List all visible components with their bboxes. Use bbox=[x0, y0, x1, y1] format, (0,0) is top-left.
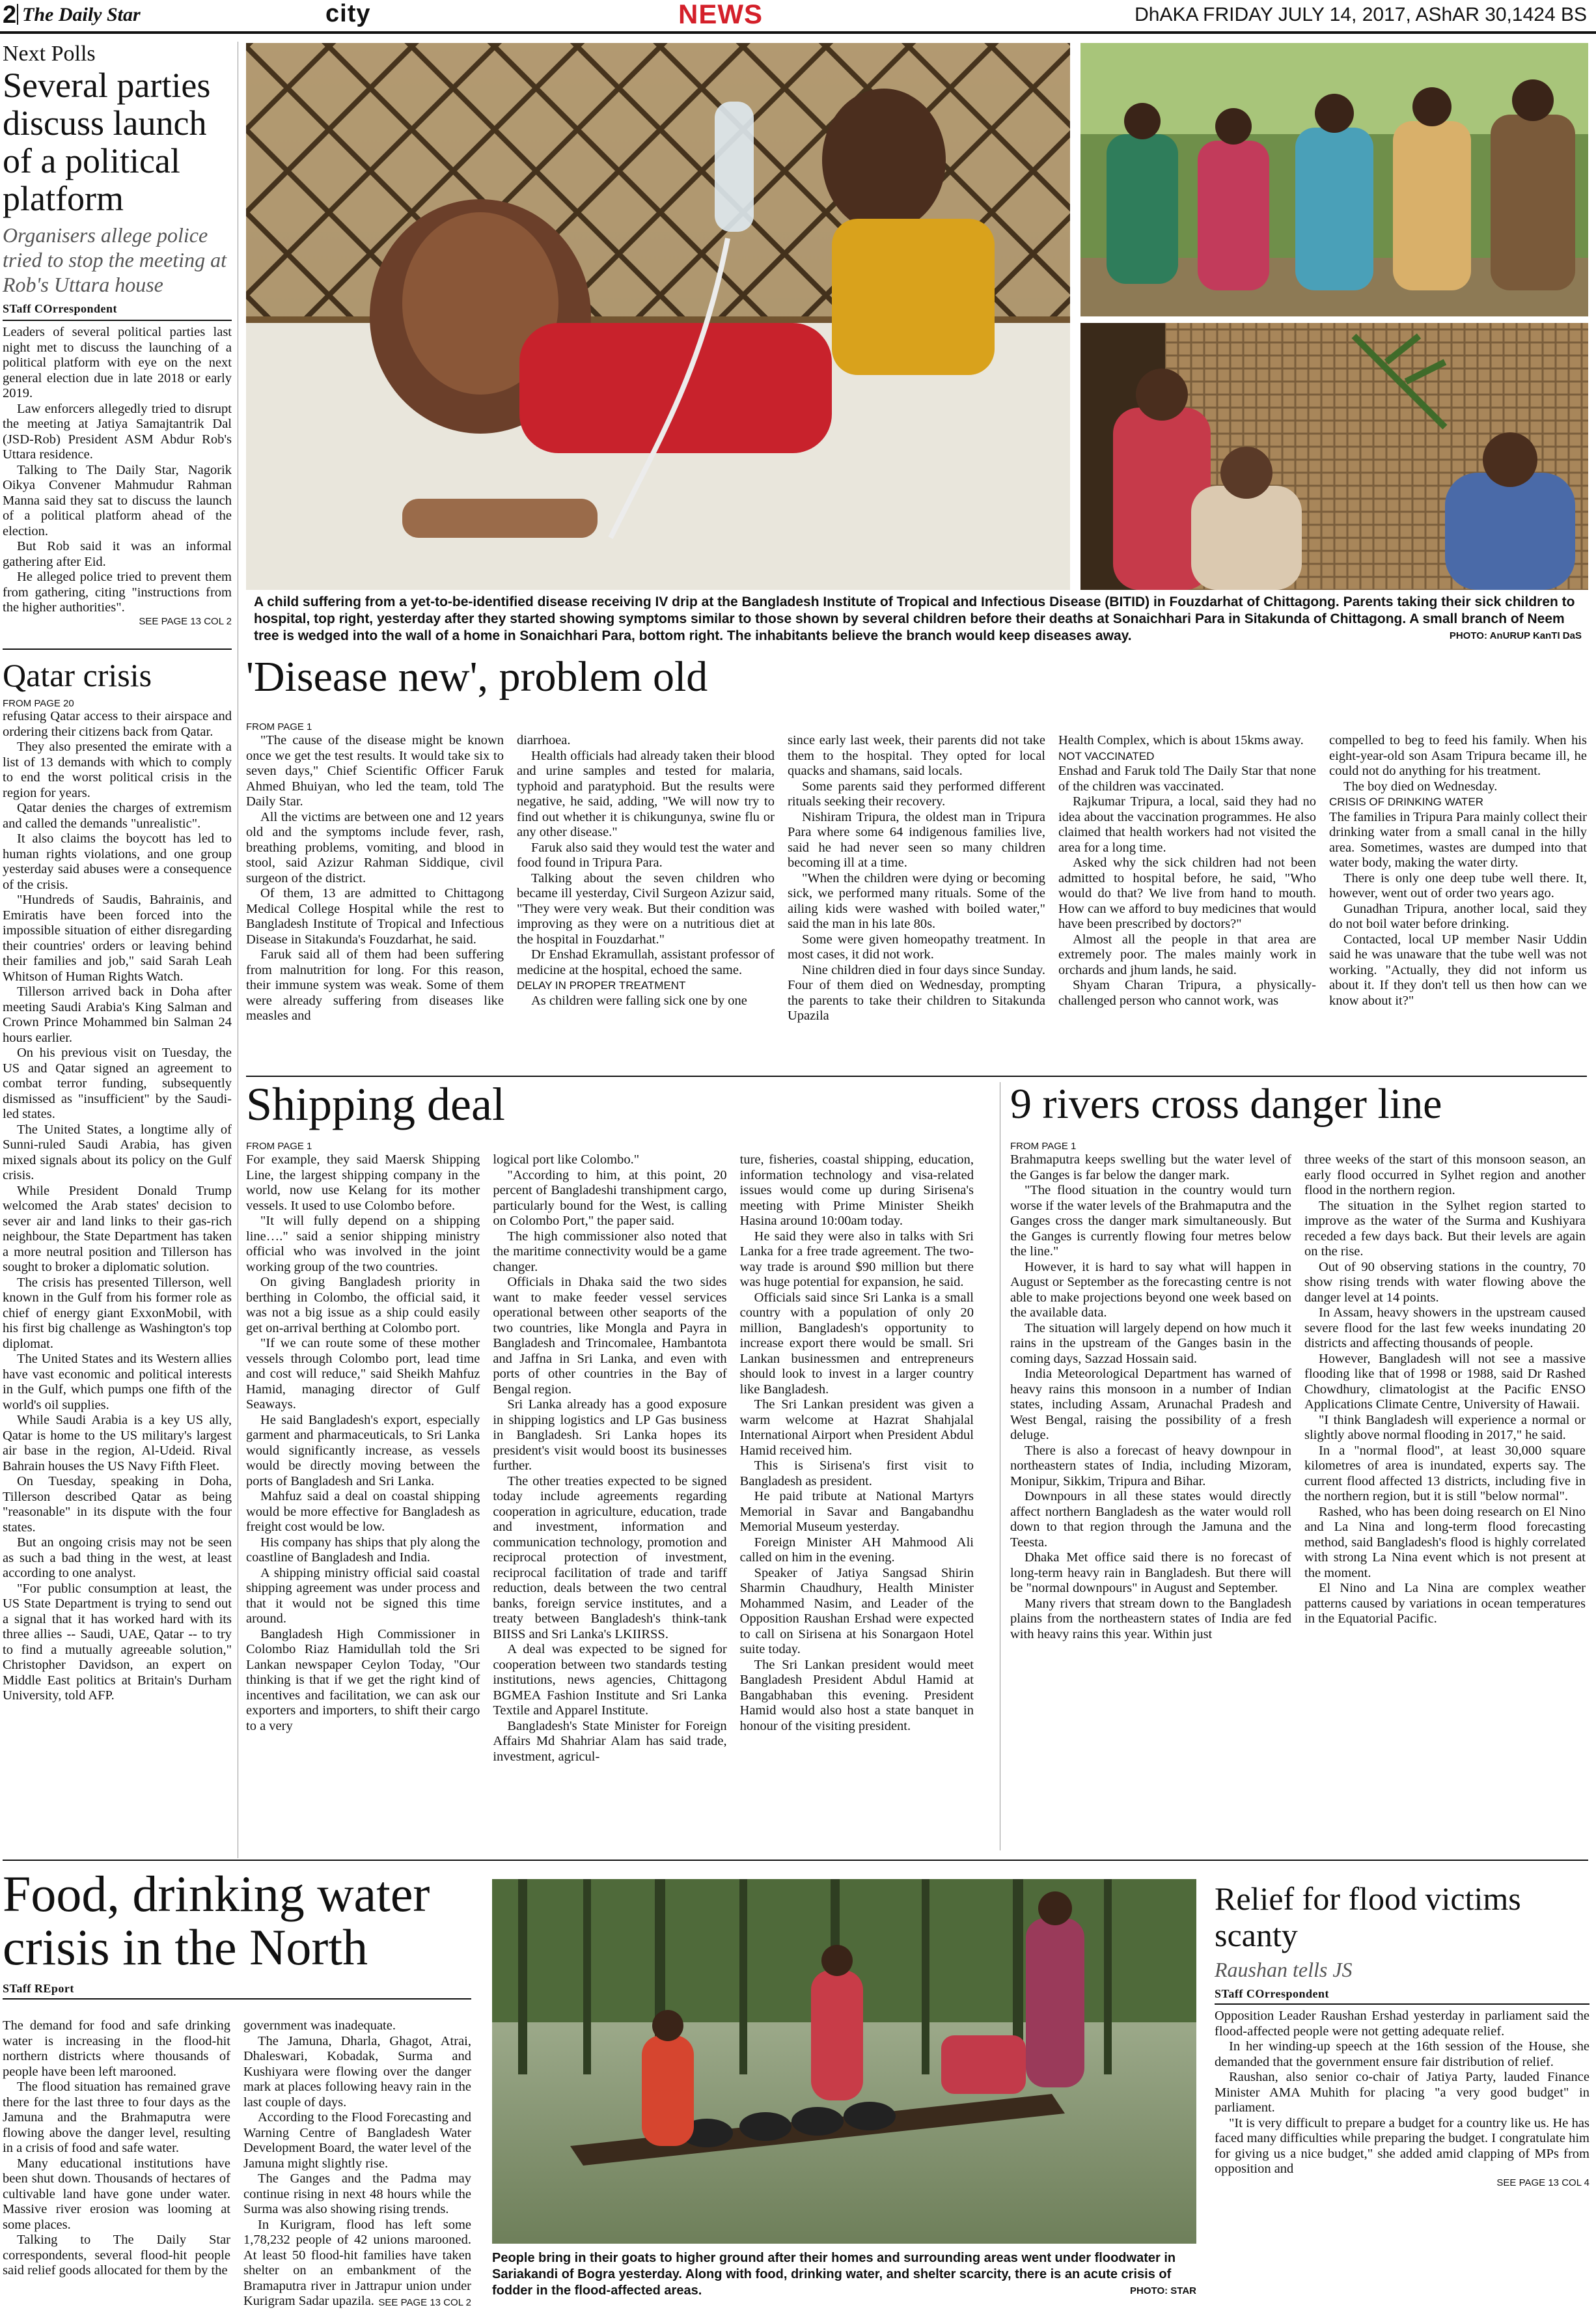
disease-headline: 'Disease new', problem old bbox=[246, 653, 708, 701]
paragraph: While President Donald Trump welcomed the Arab states' decision to sever air and land links to their gas-rich neighbour, the State Department has taken a more neutral position and Tillerson has sought to broker a diplomatic solution. bbox=[3, 1183, 232, 1274]
bottom-divider bbox=[3, 1860, 1588, 1861]
paragraph: The Sri Lankan president was given a warm welcome at Hazrat Shahjalal International Airport when President Abdul Hamid received him. bbox=[739, 1397, 974, 1458]
shipping-article bbox=[246, 1078, 988, 1130]
polls-byline: STaff COrrespondent bbox=[3, 302, 118, 315]
text-column bbox=[493, 1152, 726, 1764]
paragraph: refusing Qatar access to their airspace and ordering their citizens back from Qatar. bbox=[3, 709, 232, 739]
masthead bbox=[0, 0, 1596, 34]
paragraph: Rashed, who has been doing research on El Nino and La Nina and long-term flood forecasting method, said Bangladesh's flood is highly correlated with strong La Nina event which is not present at the moment. bbox=[1304, 1504, 1586, 1580]
relief-rule bbox=[1215, 2003, 1589, 2005]
paragraph: The Jamuna, Dharla, Ghagot, Atrai, Dhaleswari, Kobadak, Surma and Kushiyara were flowing over the danger mark at places following heavy rain in the last couple of days. bbox=[243, 2033, 471, 2110]
qatar-body bbox=[3, 709, 232, 1704]
paragraph: The situation will largely depend on how much it rains in the upstream of the Ganges basin in the coming days, Sazzad Hossain said. bbox=[1010, 1320, 1291, 1366]
paragraph: Faruk said all of them had been suffering from malnutrition for long. For this reason, their immune system was weak. Some of them were already suffering from diseases like measles and bbox=[246, 947, 504, 1023]
polls-see-page: SEE PAGE 13 COL 2 bbox=[139, 615, 232, 627]
photo-top-credit: PHOTO: AnURUP KanTI DaS bbox=[1449, 630, 1582, 641]
paragraph: On giving Bangladesh priority in berthing in Colombo, the official said, it was not a big issue as a ship could easily get on-arrival berthing at Colombo port. bbox=[246, 1275, 480, 1335]
paragraph: The United States and its Western allies have vast economic and political interests in the Gulf, which pumps one fifth of the world's oil supplies. bbox=[3, 1352, 232, 1412]
text-column bbox=[1304, 1152, 1586, 1627]
text-column bbox=[243, 2018, 471, 2309]
paragraph: Raushan, also senior co-chair of Jatiya Party, lauded Finance Minister AMA Muhith for placing "a very good budget" in parliament. bbox=[1215, 2070, 1589, 2115]
paragraph: Some parents said they performed different rituals seeking their recovery. bbox=[788, 779, 1045, 809]
paragraph: For example, they said Maersk Shipping Line, the largest shipping company in the world, now use Kelang for its mother vessels. It used to use Colombo before. bbox=[246, 1152, 480, 1213]
paragraph: Speaker of Jatiya Sangsad Shirin Sharmin Chaudhury, Health Minister Mohammed Nasim, and Leader of the Opposition Raushan Ershad were expected to call on Sirisena at his Sonargaon Hotel suite today. bbox=[739, 1565, 974, 1656]
text-column bbox=[1058, 733, 1316, 1009]
polls-kicker: Next Polls bbox=[3, 42, 96, 66]
text-column bbox=[517, 733, 775, 1009]
paragraph: Tillerson arrived back in Doha after meeting Saudi Arabia's King Salman and Crown Prince Mohammed bin Salman 24 hours earlier. bbox=[3, 984, 232, 1045]
qatar-article bbox=[3, 656, 232, 1704]
photo-iv-drip bbox=[246, 43, 1070, 590]
subhead: CRISIS OF DRINKING WATER bbox=[1329, 796, 1484, 808]
paragraph: The other treaties expected to be signed today include agreements regarding cooperation in agriculture, education, trade and investment, information and communication technology, promotion and reciprocal protection of investment, reciprocal facilitation of trade and tariff reduction, deals between the two central banks, foreign service institutes, and a treaty between Bangladesh's think-tank BIISS and Sri Lanka's LKIIRSS. bbox=[493, 1473, 727, 1641]
text-column bbox=[1010, 1152, 1291, 1642]
page-number: 2 bbox=[3, 1, 17, 29]
paragraph: Officials said since Sri Lanka is a small country with a population of only 20 million, Bangladesh's opportunity to increase export there would be small. Sri Lankan businessmen and entrepreneurs should look to invest in a larger country like Bangladesh. bbox=[739, 1290, 974, 1397]
paragraph: But Rob said it was an informal gathering after Eid. bbox=[3, 539, 232, 569]
paragraph: There is only one deep tube well there. It, however, went out of order two years ago. bbox=[1329, 871, 1587, 900]
masthead-divider bbox=[17, 4, 18, 25]
paragraph: Health Complex, which is about 15kms away. bbox=[1058, 733, 1304, 747]
paragraph: Shyam Charan Tripura, a physically-challenged person who cannot work, was bbox=[1058, 978, 1316, 1008]
paragraph: It also claims the boycott has led to human rights violations, and one group yesterday said abuses were a consequence of the crisis. bbox=[3, 831, 232, 892]
paragraph: government was inadequate. bbox=[243, 2018, 396, 2033]
paragraph: Faruk also said they would test the water and food found in Tripura Para. bbox=[517, 840, 775, 870]
paragraph: While Saudi Arabia is a key US ally, Qatar is home to the US military's largest air base in the region, Al-Udeid. Rival Bahrain houses the US Navy Fifth Fleet. bbox=[3, 1413, 232, 1473]
paragraph: His company has ships that ply along the coastline of Bangladesh and India. bbox=[246, 1535, 480, 1565]
paragraph: There is also a forecast of heavy downpour in northeastern states of India, including Mizoram, Monipur, Sikkim, Tripura and Bihar. bbox=[1010, 1443, 1291, 1488]
paragraph: In her winding-up speech at the 16th session of the House, she demanded that the government ensure fair distribution of relief. bbox=[1215, 2039, 1589, 2069]
paragraph: A shipping ministry official said coastal shipping agreement was under process and that it would not be signed this time around. bbox=[246, 1565, 480, 1626]
relief-body bbox=[1215, 2009, 1589, 2177]
paragraph: The Sri Lankan president would meet Bangladesh President Abdul Hamid at Bangabhaban this evening. President Hamid would also host a state banquet in honour of the visiting president. bbox=[739, 1657, 974, 1733]
text-column bbox=[3, 2018, 230, 2279]
paragraph: "It is very difficult to prepare a budget for a country like us. He has faced many difficulties while preparing the budget. I congratulate him for giving us a nice budget," she added amid clapping of MPs from opposition and bbox=[1215, 2115, 1589, 2176]
rivers-article bbox=[1010, 1081, 1589, 1128]
paragraph: As children were falling sick one by one bbox=[531, 993, 747, 1008]
qatar-headline: Qatar crisis bbox=[3, 657, 152, 693]
paragraph: Asked why the sick children had not been admitted to hospital before, he said, "Who would do that? We live from hand to mouth. How can we afford to buy medicines that would have been prescribed by doctors?" bbox=[1058, 856, 1316, 931]
paragraph: The demand for food and safe drinking water is increasing in the flood-hit northern districts where thousands of people have been left marooned. bbox=[3, 2018, 230, 2079]
paragraph: logical port like Colombo." bbox=[493, 1152, 640, 1167]
paragraph: Qatar denies the charges of extremism and called the demands "unrealistic". bbox=[3, 801, 232, 831]
text-column bbox=[740, 1152, 974, 1734]
paragraph: He alleged police tried to prevent them from gathering, citing "instructions from the higher authorities". bbox=[3, 570, 232, 615]
food-article bbox=[3, 1867, 471, 2000]
paragraph: Of them, 13 are admitted to Chittagong Medical College Hospital while the rest to Bangladesh Institute of Tropical and Infectious Disease in Sitakunda's Fouzdarhat, he said. bbox=[246, 886, 504, 947]
paragraph: He said Bangladesh's export, especially garment and pharmaceuticals, to Sri Lanka would significantly increase, as vessels would be directly moving between the ports of Bangladesh and Sri Lanka. bbox=[246, 1412, 480, 1488]
subhead: DELAY IN PROPER TREATMENT bbox=[517, 979, 686, 992]
paragraph: El Nino and La Nina are complex weather patterns caused by variations in ocean temperatures in the Equatorial Pacific. bbox=[1304, 1581, 1586, 1626]
paragraph: Nine children died in four days since Sunday. Four of them died on Wednesday, prompting the parents to take their children to Sitakunda Upazila bbox=[788, 962, 1045, 1023]
photo-bottom-caption bbox=[492, 2250, 1196, 2299]
qatar-from: FROM PAGE 20 bbox=[3, 698, 74, 709]
paragraph: Leaders of several political parties last night met to discuss the launching of a political platform with eye on the next general election due in late 2018 or early 2019. bbox=[3, 325, 232, 400]
paragraph: The flood situation has remained grave there for the last three to four days as the Jamuna and the Brahmaputra were flowing above the danger level, resulting in a crisis of food and safe water. bbox=[3, 2080, 230, 2155]
paragraph: Rajkumar Tripura, a local, said they had no idea about the vaccination programmes. He also claimed that health workers had not visited the area for a long time. bbox=[1058, 794, 1316, 855]
food-see-page: SEE PAGE 13 COL 2 bbox=[378, 2297, 471, 2308]
polls-headline: Several parties discuss launch of a political platform bbox=[3, 66, 211, 218]
polls-rule bbox=[3, 320, 232, 321]
disease-from: FROM PAGE 1 bbox=[246, 721, 312, 732]
paragraph: He said they were also in talks with Sri Lanka for a free trade agreement. The two-way trade is around $90 million but there was huge potential for expansion, he said. bbox=[739, 1229, 974, 1289]
text-column bbox=[246, 1152, 480, 1734]
paragraph: The situation in the Sylhet region started to improve as the water of the Surma and Kushiyara receded a few days back. But their levels are again on the rise. bbox=[1304, 1198, 1586, 1259]
food-byline: STaff REport bbox=[3, 1982, 74, 1995]
paragraph: Nishiram Tripura, the oldest man in Tripura Para where some 64 indigenous families live, said he had never seen so many children becoming ill at a time. bbox=[788, 809, 1045, 870]
paragraph: Dhaka Met office said there is no forecast of long-term heavy rain in Bangladesh. But there will be "normal downpours" in August and September. bbox=[1010, 1550, 1291, 1595]
paragraph: Mahfuz said a deal on coastal shipping would be more effective for Bangladesh as freight cost would be low. bbox=[246, 1489, 480, 1534]
polls-article bbox=[3, 42, 232, 627]
paragraph: Officials in Dhaka said the two sides want to make feeder vessel services operational between other seaports of the two countries, like Mongla and Payra in Bangladesh and Trincomalee, Hambantota and Jaffna in Sri Lanka, and even with ports of other countries in the Bay of Bengal region. bbox=[493, 1275, 727, 1397]
paragraph: Contacted, local UP member Nasir Uddin said he was unaware that the tube well was not working. "Actually, they did not inform us about it. If they don't tell us then how can we know about it?" bbox=[1329, 932, 1587, 1008]
paragraph: diarrhoea. bbox=[517, 733, 571, 747]
paragraph: "The flood situation in the country would turn worse if the water levels of the Brahmaputra and the Ganges cross the danger mark simultaneously. But the Ganges is currently flowing four metres below the line." bbox=[1010, 1183, 1291, 1259]
paragraph: ture, fisheries, coastal shipping, education, information technology and visa-related issues would come up during Sirisena's meeting with Prime Minister Sheikh Hasina around 10:00am today. bbox=[739, 1152, 974, 1228]
date-line: DhAKA FRIDAY JULY 14, 2017, AShAR 30,1424 BS bbox=[1135, 4, 1587, 25]
paragraph: Gunadhan Tripura, another local, said they do not boil water before drinking. bbox=[1329, 901, 1587, 931]
text-column bbox=[788, 733, 1045, 1024]
section-city: city bbox=[325, 0, 371, 27]
relief-deck: Raushan tells JS bbox=[1215, 1958, 1353, 1981]
paragraph: The crisis has presented Tillerson, well known in the Gulf from his former role as chief of energy giant ExxonMobil, with his first big challenge as Washington's top diplomat. bbox=[3, 1275, 232, 1351]
paragraph: Health officials had already taken their blood and urine samples and tested for malaria, typhoid and paratyphoid. But the results were negative, he said, adding, "We will now try to find out whether it is chikungunya, swine flu or any other disease." bbox=[517, 748, 775, 839]
shipping-from: FROM PAGE 1 bbox=[246, 1141, 312, 1152]
food-headline: Food, drinking water crisis in the North bbox=[3, 1865, 430, 1975]
paragraph: compelled to beg to feed his family. When his eight-year-old son Asam Tripura became ill, he could not do anything for his treatment. bbox=[1329, 733, 1587, 778]
shipping-columns bbox=[246, 1152, 974, 1849]
paragraph: Law enforcers allegedly tried to disrupt the meeting at Jatiya Samajtantrik Dal (JSD-Rob) President ASM Abdur Rob's Uttara residence. bbox=[3, 401, 232, 462]
text-column bbox=[246, 733, 504, 1024]
photo-parents-children bbox=[1080, 43, 1588, 316]
paragraph: "Hundreds of Saudis, Bahrainis, and Emiratis have been forced into the impossible situation of either disregarding their countries' orders or leaving behind their families and job," said Sarah Leah Whitson of Human Rights Watch. bbox=[3, 893, 232, 984]
relief-see-page: SEE PAGE 13 COL 4 bbox=[1496, 2177, 1589, 2188]
paragraph: A deal was expected to be signed for cooperation between two standards testing institutions, news agencies, Chittagong BGMEA Fashion Institute and Sri Lanka Textile and Apparel Institute. bbox=[493, 1642, 727, 1718]
paragraph: According to the Flood Forecasting and Warning Centre of Bangladesh Water Development Board, the water level of the Jamuna might slightly rise. bbox=[243, 2110, 471, 2171]
rivers-from: FROM PAGE 1 bbox=[1010, 1141, 1077, 1152]
paragraph: India Meteorological Department has warned of heavy rains this monsoon in a number of Indian states, including Assam, Arunachal Pradesh and West Bengal, raising the possibility of a fresh deluge. bbox=[1010, 1367, 1291, 1442]
paragraph: "It will fully depend on a shipping line…." said a senior shipping ministry official who was involved in the joint working group of the two countries. bbox=[246, 1214, 480, 1274]
paragraph: All the victims are between one and 12 years old and the symptoms include fever, rash, breathing problems, vomiting, and blood in stool, said Azizur Rahman Siddique, civil surgeon of the district. bbox=[246, 809, 504, 885]
paragraph: On Tuesday, speaking in Doha, Tillerson described Qatar as being "reasonable" in its dispute with the four states. bbox=[3, 1474, 232, 1535]
polls-body bbox=[3, 325, 232, 616]
paragraph: Dr Enshad Ekramullah, assistant professor of medicine at the hospital, echoed the same. bbox=[517, 947, 775, 977]
text-column bbox=[1329, 733, 1587, 1009]
paragraph: The families in Tripura Para mainly collect their drinking water from a small canal in the hilly area. Sometimes, wastes are dumped into that water body, making the water dirty. bbox=[1329, 809, 1587, 870]
relief-headline: Relief for flood victims scanty bbox=[1215, 1880, 1521, 1953]
paragraph: Enshad and Faruk told The Daily Star that none of the children was vaccinated. bbox=[1058, 764, 1316, 794]
paragraph: The Ganges and the Padma may continue rising in next 48 hours while the Surma was also showing rising trends. bbox=[243, 2171, 471, 2216]
paragraph: Bangladesh High Commissioner in Colombo Riaz Hamidullah told the Sri Lankan newspaper Ceylon Today, "Our thinking is that if we get the right kind of incentives and facilitation, we can ask our exporters and importers, to shift their cargo to a very bbox=[246, 1626, 480, 1733]
paper-name: The Daily Star bbox=[22, 4, 141, 25]
paragraph: In a "normal flood", at least 30,000 square kilometres of area is inundated, experts say. The current flood affected 13 districts, including five in the northern region, but it is still "below normal". bbox=[1304, 1443, 1586, 1503]
polls-deck: Organisers allege police tried to stop the meeting at Rob's Uttara house bbox=[3, 223, 227, 296]
paragraph: three weeks of the start of this monsoon season, an early flood occurred in Sylhet region and another flood in the northern region. bbox=[1304, 1152, 1586, 1197]
paragraph: On his previous visit on Tuesday, the US and Qatar signed an agreement to combat terror funding, subsequently dismissed as "insufficient" by the Saudi-led states. bbox=[3, 1046, 232, 1121]
paragraph: Many educational institutions have been shut down. Thousands of hectares of cultivable land have gone under water. Massive river erosion was looming at some places. bbox=[3, 2156, 230, 2232]
paragraph: "The cause of the disease might be known once we get the test results. It would take six to seven days," Chief Scientific Officer Faruk Ahmed Bhuiyan, who led the team, told The Daily Star. bbox=[246, 733, 504, 809]
rivers-columns bbox=[1010, 1152, 1586, 1849]
paragraph: However, it is hard to say what will happen in August or September as the forecasting centre is not able to make projections beyond one week based on the available data. bbox=[1010, 1259, 1291, 1320]
paragraph: The high commissioner also noted that the maritime connectivity would be a game changer. bbox=[493, 1229, 727, 1274]
photo-bottom-caption-text: People bring in their goats to higher ground after their homes and surrounding areas went under floodwater in Sariakandi of Bogra yesterday. Along with food, drinking water, and shelter scarcity, there is an acute crisis of fodder in the flood-affected areas. bbox=[492, 2251, 1176, 2298]
paragraph: The United States, a longtime ally of Sunni-ruled Saudi Arabia, has given mixed signals about its policy on the Gulf crisis. bbox=[3, 1122, 232, 1182]
section-news: NEWS bbox=[678, 0, 763, 29]
paragraph: Brahmaputra keeps swelling but the water level of the Ganges is far below the danger mark. bbox=[1010, 1152, 1291, 1182]
paragraph: since early last week, their parents did not take them to the hospital. They opted for local quacks and shamans, said locals. bbox=[788, 733, 1045, 778]
paragraph: Almost all the people in that area are extremely poor. The males mainly work in orchards and jhum lands, he said. bbox=[1058, 932, 1316, 977]
paragraph: "According to him, at this point, 20 percent of Bangladeshi transhipment cargo, particularly bound for the West, is calling on Colombo Port," the paper said. bbox=[493, 1167, 727, 1228]
photo-top-caption bbox=[254, 594, 1582, 645]
paragraph: Foreign Minister AH Mahmood Ali called on him in the evening. bbox=[739, 1535, 974, 1565]
disease-article bbox=[246, 654, 1587, 701]
paragraph: "If we can route some of these mother vessels through Colombo port, lead time and cost will reduce," said Sheikh Mahfuz Hamid, managing director of Gulf Seaways. bbox=[246, 1336, 480, 1412]
paragraph: Talking about the seven children who became ill yesterday, Civil Surgeon Azizur said, "They were very weak. But their condition was improving as they were on a nutritious diet at the hospital in Fouzdarhat." bbox=[517, 871, 775, 947]
paragraph: "I think Bangladesh will experience a normal or slightly above normal flooding in 2017," he said. bbox=[1304, 1412, 1586, 1442]
paragraph: This is Sirisena's first visit to Bangladesh as president. bbox=[739, 1458, 974, 1488]
paragraph: Some were given homeopathy treatment. In most cases, it did not work. bbox=[788, 932, 1045, 962]
photo-flood-goats bbox=[492, 1879, 1196, 2244]
paragraph: Talking to The Daily Star, Nagorik Oikya Convener Mahmudur Rahman Manna said they sat to discuss the launch of a political platform ahead of the election. bbox=[3, 462, 232, 538]
shipping-headline: Shipping deal bbox=[246, 1078, 505, 1130]
paragraph: Many rivers that stream down to the Bangladesh plains from the northeastern states of India are fed with heavy rains this year. Within just bbox=[1010, 1596, 1291, 1641]
paragraph: Sri Lanka already has a good exposure in shipping logistics and LP Gas business in Bangladesh. Sri Lanka hopes its president's visit would boost its businesses further. bbox=[493, 1397, 727, 1473]
photo-top-caption-text: A child suffering from a yet-to-be-identified disease receiving IV drip at the Bangladesh Institute of Tropical and Infectious Disease (BITID) in Fouzdarhat of Chittagong. Parents taking their sick children to hospital, top right, yesterday after they started showing symptoms similar to those shown by several children before their deaths at Sonaichhari Para in Sitakunda of Chittagong. A small branch of Neem tree is wedged into the wall of a home in Sonaichhari Para, bottom right. The inhabitants believe the branch would keep diseases away. bbox=[254, 594, 1575, 643]
paragraph: In Assam, heavy showers in the upstream caused severe flood for the last few weeks inundating 20 districts and affecting thousands of people. bbox=[1304, 1305, 1586, 1350]
paragraph: "For public consumption at least, the US State Department is trying to send out a signal that it has worked hard with its three allies -- Saudi, UAE, Qatar -- to try to find a mutually agreeable solution," Christopher Davidson, an expert on Middle East politics at Britain's Durham University, told AFP. bbox=[3, 1581, 232, 1703]
paragraph: Talking to The Daily Star correspondents, several flood-hit people said relief goods allocated for them by the bbox=[3, 2233, 230, 2278]
mid-divider bbox=[246, 1076, 1587, 1077]
left-divider bbox=[3, 648, 232, 650]
paragraph: They also presented the emirate with a list of 13 demands with which to comply to end the worst political crisis in the region for years. bbox=[3, 740, 232, 800]
paragraph: Bangladesh's State Minister for Foreign Affairs Md Shahriar Alam has said trade, investment, agricul- bbox=[493, 1718, 727, 1764]
disease-columns bbox=[246, 733, 1587, 1072]
rivers-headline: 9 rivers cross danger line bbox=[1010, 1080, 1442, 1128]
paragraph: Downpours in all these states would directly affect northern Bangladesh as the water would roll down to that region through the Jamuna and the Teesta. bbox=[1010, 1489, 1291, 1550]
relief-article bbox=[1215, 1880, 1589, 2188]
photo-neem-branch bbox=[1080, 323, 1588, 590]
paragraph: The boy died on Wednesday. bbox=[1343, 779, 1498, 794]
paragraph: Out of 90 observing stations in the country, 70 show rising trends with water flowing above the danger level at 14 points. bbox=[1304, 1259, 1586, 1305]
paragraph: He paid tribute at National Martyrs Memorial in Savar and Bangabandhu Memorial Museum yesterday. bbox=[739, 1489, 974, 1534]
paragraph: Opposition Leader Raushan Ershad yesterday in parliament said the flood-affected people were not getting adequate relief. bbox=[1215, 2009, 1589, 2039]
food-rule bbox=[3, 1998, 471, 2000]
paragraph: In Kurigram, flood has left some 1,78,232 people of 42 unions marooned. At least 50 flood-hit families have taken shelter on an embankment of the Bramaputra river in Jattrapur union under Kurigram Sadar upazila. bbox=[243, 2217, 471, 2308]
photo-bottom-credit: PHOTO: STAR bbox=[1130, 2285, 1196, 2296]
paragraph: However, Bangladesh will not see a massive flooding like that of 1998 or 1988, said Dr Rashed Chowdhury, climatologist at the Pacific ENSO Applications Climate Centre, University of Hawaii. bbox=[1304, 1351, 1586, 1412]
paragraph: But an ongoing crisis may not be seen as such a bad thing in the west, at least according to one analyst. bbox=[3, 1535, 232, 1580]
paragraph: "When the children were dying or becoming sick, we performed many rituals. Some of the ailing kids were washed with boiled water," said the man in his late 80s. bbox=[788, 871, 1045, 931]
subhead: NOT VACCINATED bbox=[1058, 749, 1155, 762]
relief-byline: STaff COrrespondent bbox=[1215, 1987, 1330, 2000]
